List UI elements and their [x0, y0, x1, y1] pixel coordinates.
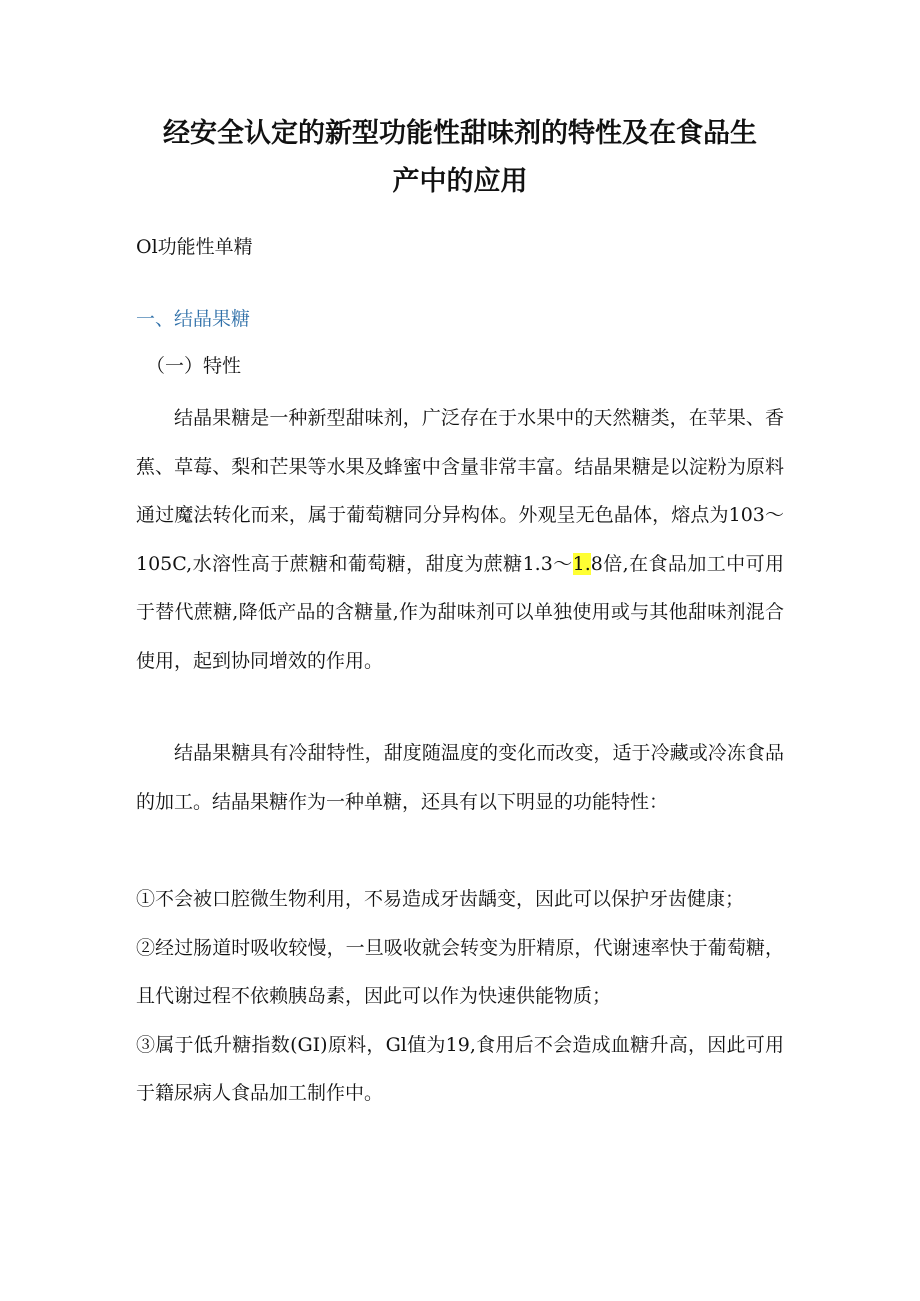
- paragraph-1: [136, 394, 784, 685]
- highlighted-text: 1.: [572, 552, 591, 575]
- feature-list: [136, 875, 784, 1118]
- title-line-2: 产中的应用: [392, 166, 528, 197]
- list-item: ③属于低升糖指数(GI)原料，Gl值为19,食用后不会造成血糖升高，因此可用于籍尿病人食品加工制作中。: [136, 1033, 784, 1104]
- paragraph-2: 结晶果糖具有冷甜特性，甜度随温度的变化而改变，适于冷藏或冷冻食品的加工。结晶果糖作为一种单糖，还具有以下明显的功能特性：: [136, 742, 784, 813]
- section-heading: 一、结晶果糖: [136, 308, 251, 330]
- document-title: [136, 110, 784, 206]
- list-item: ②经过肠道时吸收较慢，一旦吸收就会转变为肝精原，代谢速率快于葡萄糖，且代谢过程不依赖胰岛素，因此可以作为快速供能物质；: [136, 936, 784, 1007]
- list-item: ①不会被口腔微生物利用，不易造成牙齿龋变，因此可以保护牙齿健康；: [136, 888, 745, 910]
- title-line-1: 经安全认定的新型功能性甜味剂的特性及在食品生: [163, 118, 757, 149]
- paragraph-1-text-a: 结晶果糖是一种新型甜味剂，广泛存在于水果中的天然糖类，在苹果、香蕉、草莓、梨和芒果等水果及蜂蜜中含量非常丰富。结晶果糖是以淀粉为原料通过魔法转化而来，属于葡萄糖同分异构体。外观呈无色晶体，熔点为103～105C,水溶性高于蔗糖和葡萄糖，甜度为蔗糖1.3～: [136, 407, 784, 575]
- subhead: Ol功能性单精: [136, 236, 253, 258]
- paragraph-1-text-b: 8倍,在食品加工中可用于替代蔗糖,降低产品的含糖量,作为甜味剂可以单独使用或与其他甜味剂混合使用，起到协同增效的作用。: [136, 552, 784, 672]
- subsection-heading: （一）特性: [146, 355, 242, 377]
